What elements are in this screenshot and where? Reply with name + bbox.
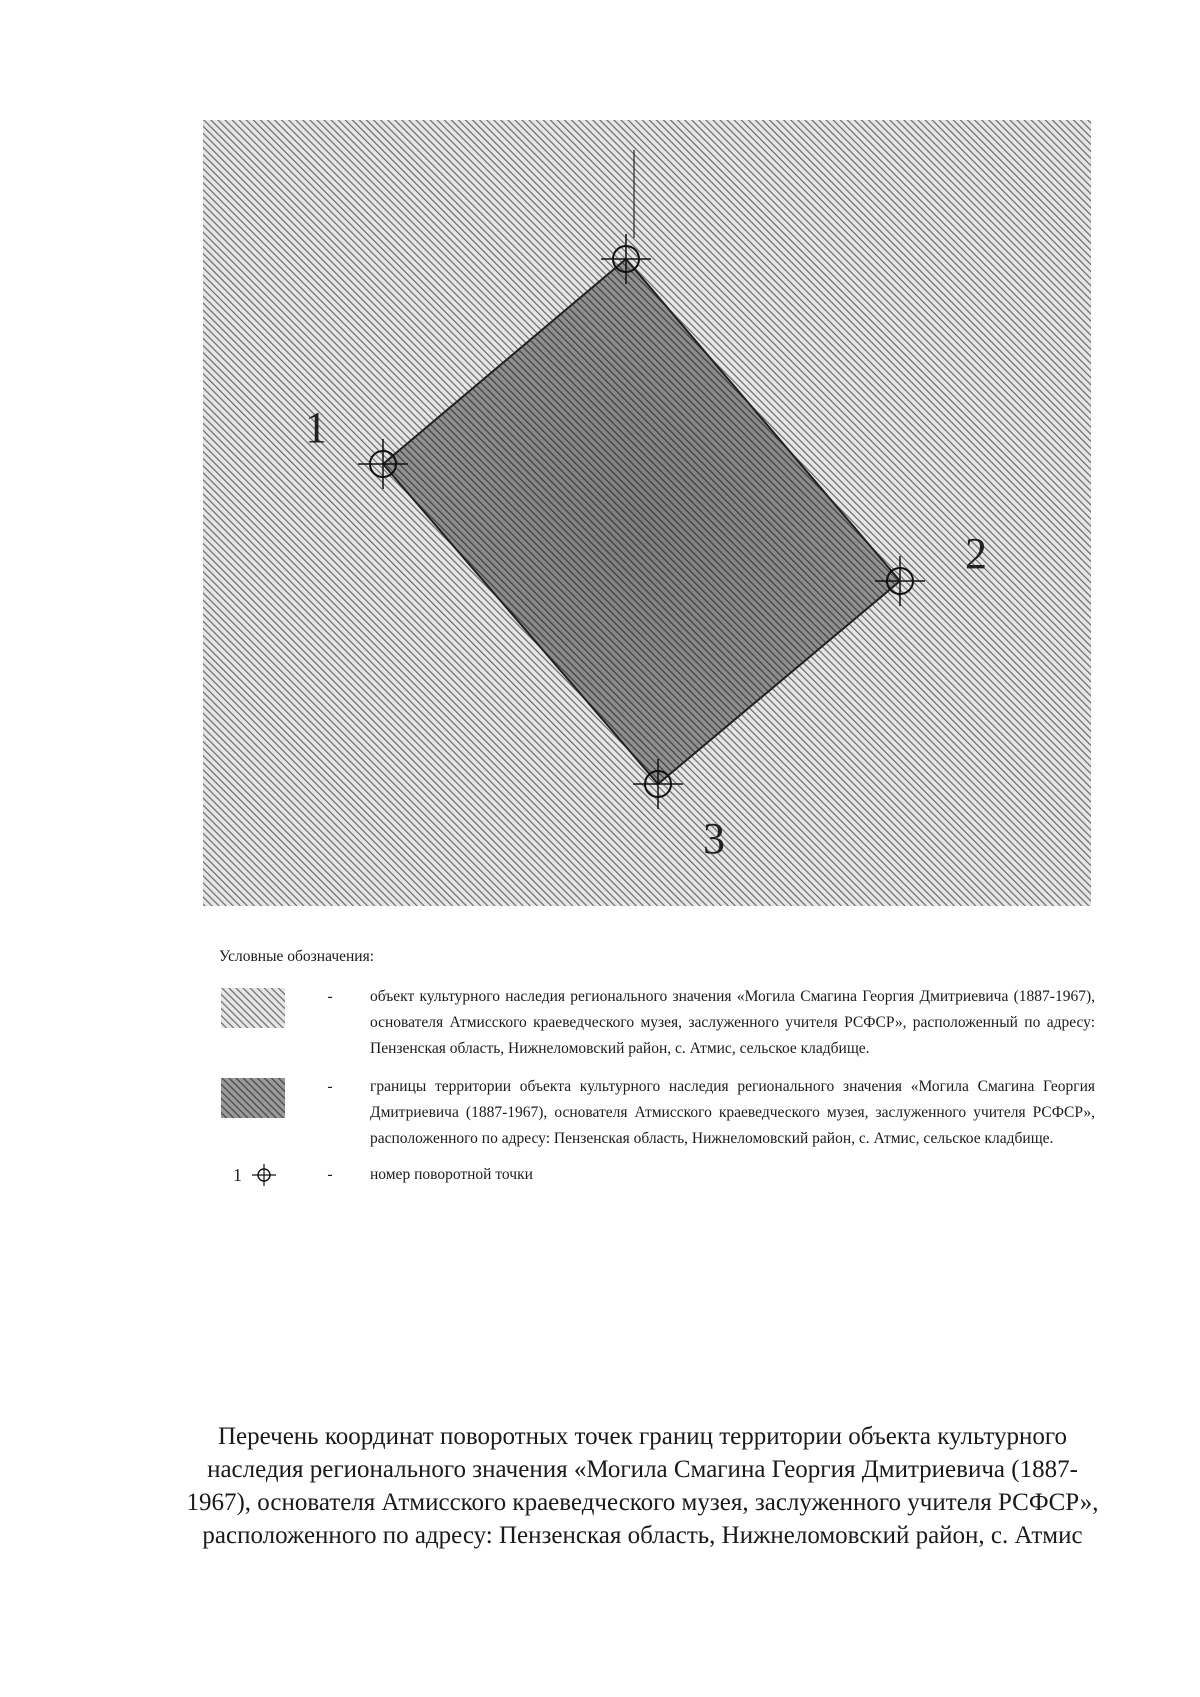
coordinates-list-heading: Перечень координат поворотных точек границ территории объекта культурного наследия регионального значения «Могила Смагина Георгия Дмитриевича (1887-1967), основателя Атмисского краеведческого музея, заслуженного учителя РСФСР», расположенного по адресу: Пензенская область, Нижнеломовский район, с. Атмис [186, 1423, 1099, 1549]
map-canvas [203, 120, 1091, 906]
legend-title: Условные обозначения: [219, 948, 375, 965]
point-label-1: 1 [305, 403, 327, 452]
legend-item-text: границы территории объекта культурного наследия регионального значения «Могила Смагина Георгия Дмитриевича (1887-1967), основателя Атмисского краеведческого музея, заслуженного учителя РСФСР», расположенного по адресу: Пензенская область, Нижнеломовский район, с. Атмис, сельское кладбище. [370, 1078, 1095, 1147]
sample-point-label: 1 [233, 1165, 242, 1185]
crosshair-icon [233, 1164, 283, 1186]
boundary-map [203, 120, 1091, 906]
legend [215, 944, 1095, 1194]
legend-item-text: объект культурного наследия регионального значения «Могила Смагина Георгия Дмитриевича (1887-1967), основателя Атмисского краеведческого музея, заслуженного учителя РСФСР», расположенный по адресу: Пензенская область, Нижнеломовский район, с. Атмис, сельское кладбище. [370, 988, 1095, 1057]
point-label-3: 3 [703, 814, 725, 863]
hatch-swatch-light [221, 988, 285, 1028]
legend-item-boundary [215, 1074, 1095, 1152]
legend-item-turning-point [215, 1162, 1095, 1188]
legend-item-text: номер поворотной точки [370, 1166, 533, 1183]
legend-dash: - [327, 1166, 333, 1183]
legend-dash: - [327, 1078, 333, 1095]
hatch-swatch-dark [221, 1078, 285, 1118]
point-label-2: 2 [965, 529, 987, 578]
legend-dash: - [327, 988, 333, 1005]
legend-item-object [215, 984, 1095, 1062]
